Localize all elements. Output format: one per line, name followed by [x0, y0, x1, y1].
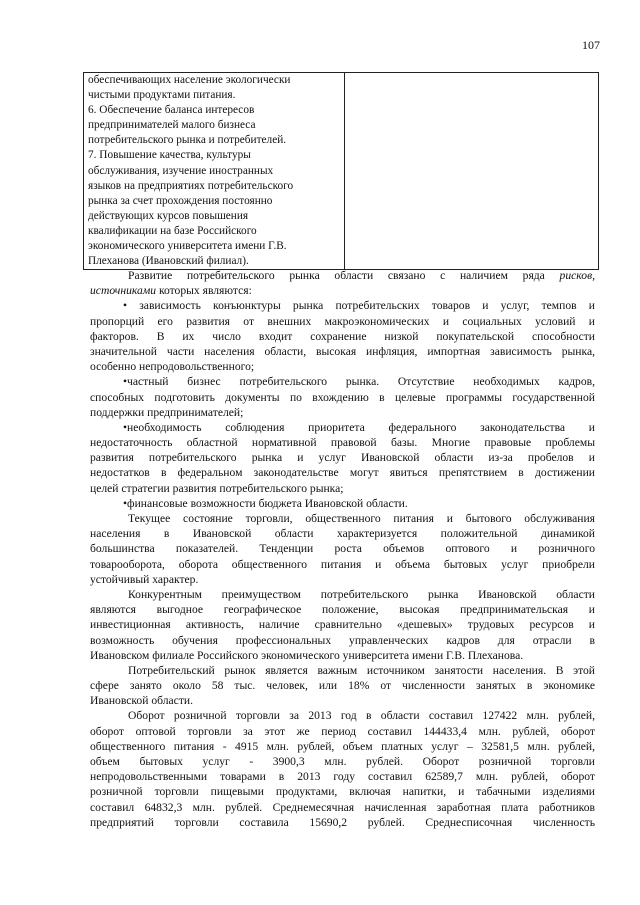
bullet-line: •необходимость соблюдения приоритета федерального законодательства и — [123, 420, 595, 434]
table-cell-line: обеспечивающих население экологически — [88, 74, 291, 86]
paragraph-line: являются выгодное географическое положение, высокая предпринимательская и — [90, 603, 595, 617]
risks-intro-after: которых являются: — [158, 284, 252, 298]
bullet-line: значительной части населения области, высокая инфляция, импортная зависимость рынка, — [90, 344, 595, 358]
paragraph-line: большинства показателей. Тенденции роста объемов оптового и розничного — [90, 542, 595, 556]
bullet-line: поддержки предпринимателей; — [90, 405, 244, 419]
paragraph-line: сфере занято около 58 тыс. человек, или 18% от численности занятых в экономике — [90, 679, 595, 693]
paragraph-line: Конкурентным преимуществом потребительского рынка Ивановской области — [128, 587, 595, 601]
paragraph-line: инвестиционная активность, наличие сравнительно «дешевых» трудовых ресурсов и — [90, 618, 595, 632]
paragraph-line: общественного питания - 4915 млн. рублей, объем платных услуг – 32581,5 млн. рублей, — [90, 739, 595, 753]
paragraph-line: предприятий торговли составила 15690,2 рублей. Среднесписочная численность — [90, 815, 595, 829]
table-cell-line: квалификации на базе Российского — [88, 224, 257, 237]
bullet-line: целей стратегии развития потребительского рынка; — [90, 481, 344, 495]
table-cell-line: языков на предприятиях потребительского — [88, 179, 294, 192]
sources-word: источниками — [90, 284, 157, 298]
bullet-line: особенно непродовольственного; — [90, 360, 255, 374]
risks-word: рисков, — [559, 269, 595, 282]
risks-intro-before: Развитие потребительского рынка области связано с наличием ряда — [128, 269, 545, 282]
risks-intro-line — [90, 268, 595, 283]
bullet-line: развития потребительского рынка и услуг Ивановской области из-за пробелов и — [90, 451, 595, 465]
paragraph-line: возможность обучения профессиональных управленческих кадров для отрасли в — [90, 633, 595, 647]
continuation-table — [83, 72, 599, 270]
table-cell-goals — [84, 73, 345, 270]
paragraph-line: населения в Ивановской области характеризуется положительной динамикой — [90, 527, 595, 541]
risks-intro-line-2 — [90, 283, 595, 298]
bullet-line: факторов. В их число входит сохранение низкой покупательской способности — [90, 329, 595, 343]
table-cell-line: предпринимателей малого бизнеса — [88, 119, 256, 132]
bullet-line: пропорций его развития от внешних макроэкономических и социальных условий и — [90, 314, 595, 328]
bullet-line: недостатков в федеральном законодательстве могут явиться препятствием в достижении — [90, 466, 595, 480]
bullet-line: недостаточность областной нормативной правовой базы. Многие правовые проблемы — [90, 436, 595, 450]
paragraph-line: устойчивый характер. — [90, 572, 199, 586]
table-cell-line: потребительского рынка и потребителей. — [88, 134, 287, 147]
paragraph-line: Ивановской области. — [90, 694, 193, 708]
paragraph-line: товарооборота, оборота общественного питания и объема бытовых услуг приобрели — [90, 557, 595, 571]
paragraph-line: оборот оптовой торговли за этот же период составил 144433,4 млн. рублей, оборот — [90, 724, 595, 738]
table-cell-line: 7. Повышение качества, культуры — [88, 149, 251, 162]
table-cell-line: действующих курсов повышения — [88, 209, 249, 222]
paragraph-line: Оборот розничной торговли за 2013 год в области составил 127422 млн. рублей, — [128, 709, 595, 723]
paragraph-line: Ивановском филиале Российского экономического университета имени Г.В. Плеханова. — [90, 648, 524, 662]
bullet-line: •частный бизнес потребительского рынка. Отсутствие необходимых кадров, — [123, 375, 595, 389]
paragraph-line: розничной торговли пищевыми продуктами, включая напитки, и табачными изделиями — [90, 785, 595, 799]
page-number: 107 — [582, 38, 600, 52]
table-cell-line: экономического университета имени Г.В. — [88, 240, 287, 253]
table-cell-line: рынка за счет прохождения постоянно — [88, 194, 273, 207]
paragraph-line: составил 64832,3 млн. рублей. Среднемесячная начисленная заработная плата работников — [90, 800, 595, 814]
table-cell-line: чистыми продуктами питания. — [88, 89, 236, 102]
paragraph-line: непродовольственными товарами в 2013 году составил 62589,7 млн. рублей, оборот — [90, 770, 595, 784]
paragraph-line: Текущее состояние торговли, общественного питания и бытового обслуживания — [128, 512, 595, 525]
table-cell-line: Плеханова (Ивановский филиал). — [88, 255, 249, 268]
bullet-line: способных подготовить документы по вхождению в целевые программы государственной — [90, 390, 595, 404]
bullet-line: • зависимость конъюнктуры рынка потребительских товаров и услуг, темпов и — [123, 299, 595, 313]
paragraph-line: объем бытовых услуг - 3900,3 млн. рублей. Оборот розничной торговли — [90, 755, 595, 768]
bullet-line: •финансовые возможности бюджета Ивановской области. — [123, 496, 408, 510]
paragraph-line: Потребительский рынок является важным источником занятости населения. В этой — [128, 663, 595, 677]
table-cell-line: обслуживания, изучение иностранных — [88, 164, 274, 177]
table-cell-empty — [345, 73, 599, 270]
body-text — [90, 268, 595, 830]
table-cell-line: 6. Обеспечение баланса интересов — [88, 104, 255, 117]
